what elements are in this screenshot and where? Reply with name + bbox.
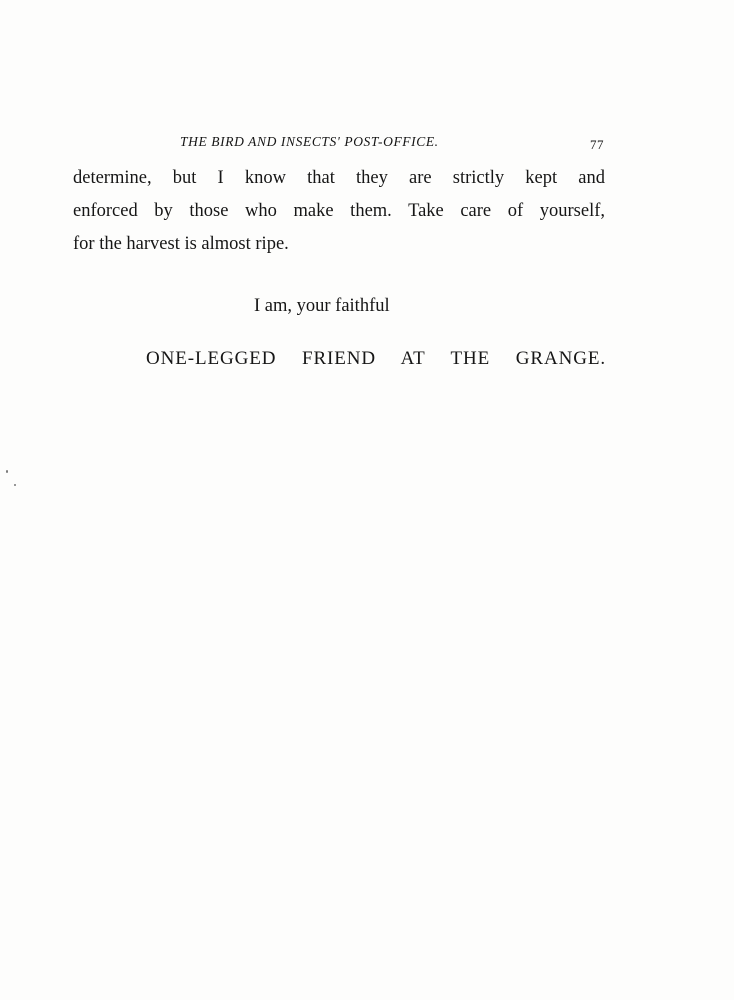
body-line: for the harvest is almost ripe. xyxy=(73,234,289,254)
paper-speck xyxy=(14,484,16,486)
body-line: enforced by those who make them. Take care of yourself, xyxy=(73,201,605,221)
page-number: 77 xyxy=(590,137,604,152)
running-head: THE BIRD AND INSECTS' POST-OFFICE. xyxy=(180,134,439,149)
paper-speck xyxy=(6,470,8,473)
letter-signature: ONE-LEGGED FRIEND AT THE GRANGE. xyxy=(146,348,606,369)
body-line: determine, but I know that they are strictly kept and xyxy=(73,168,605,188)
letter-closing: I am, your faithful xyxy=(254,296,390,316)
